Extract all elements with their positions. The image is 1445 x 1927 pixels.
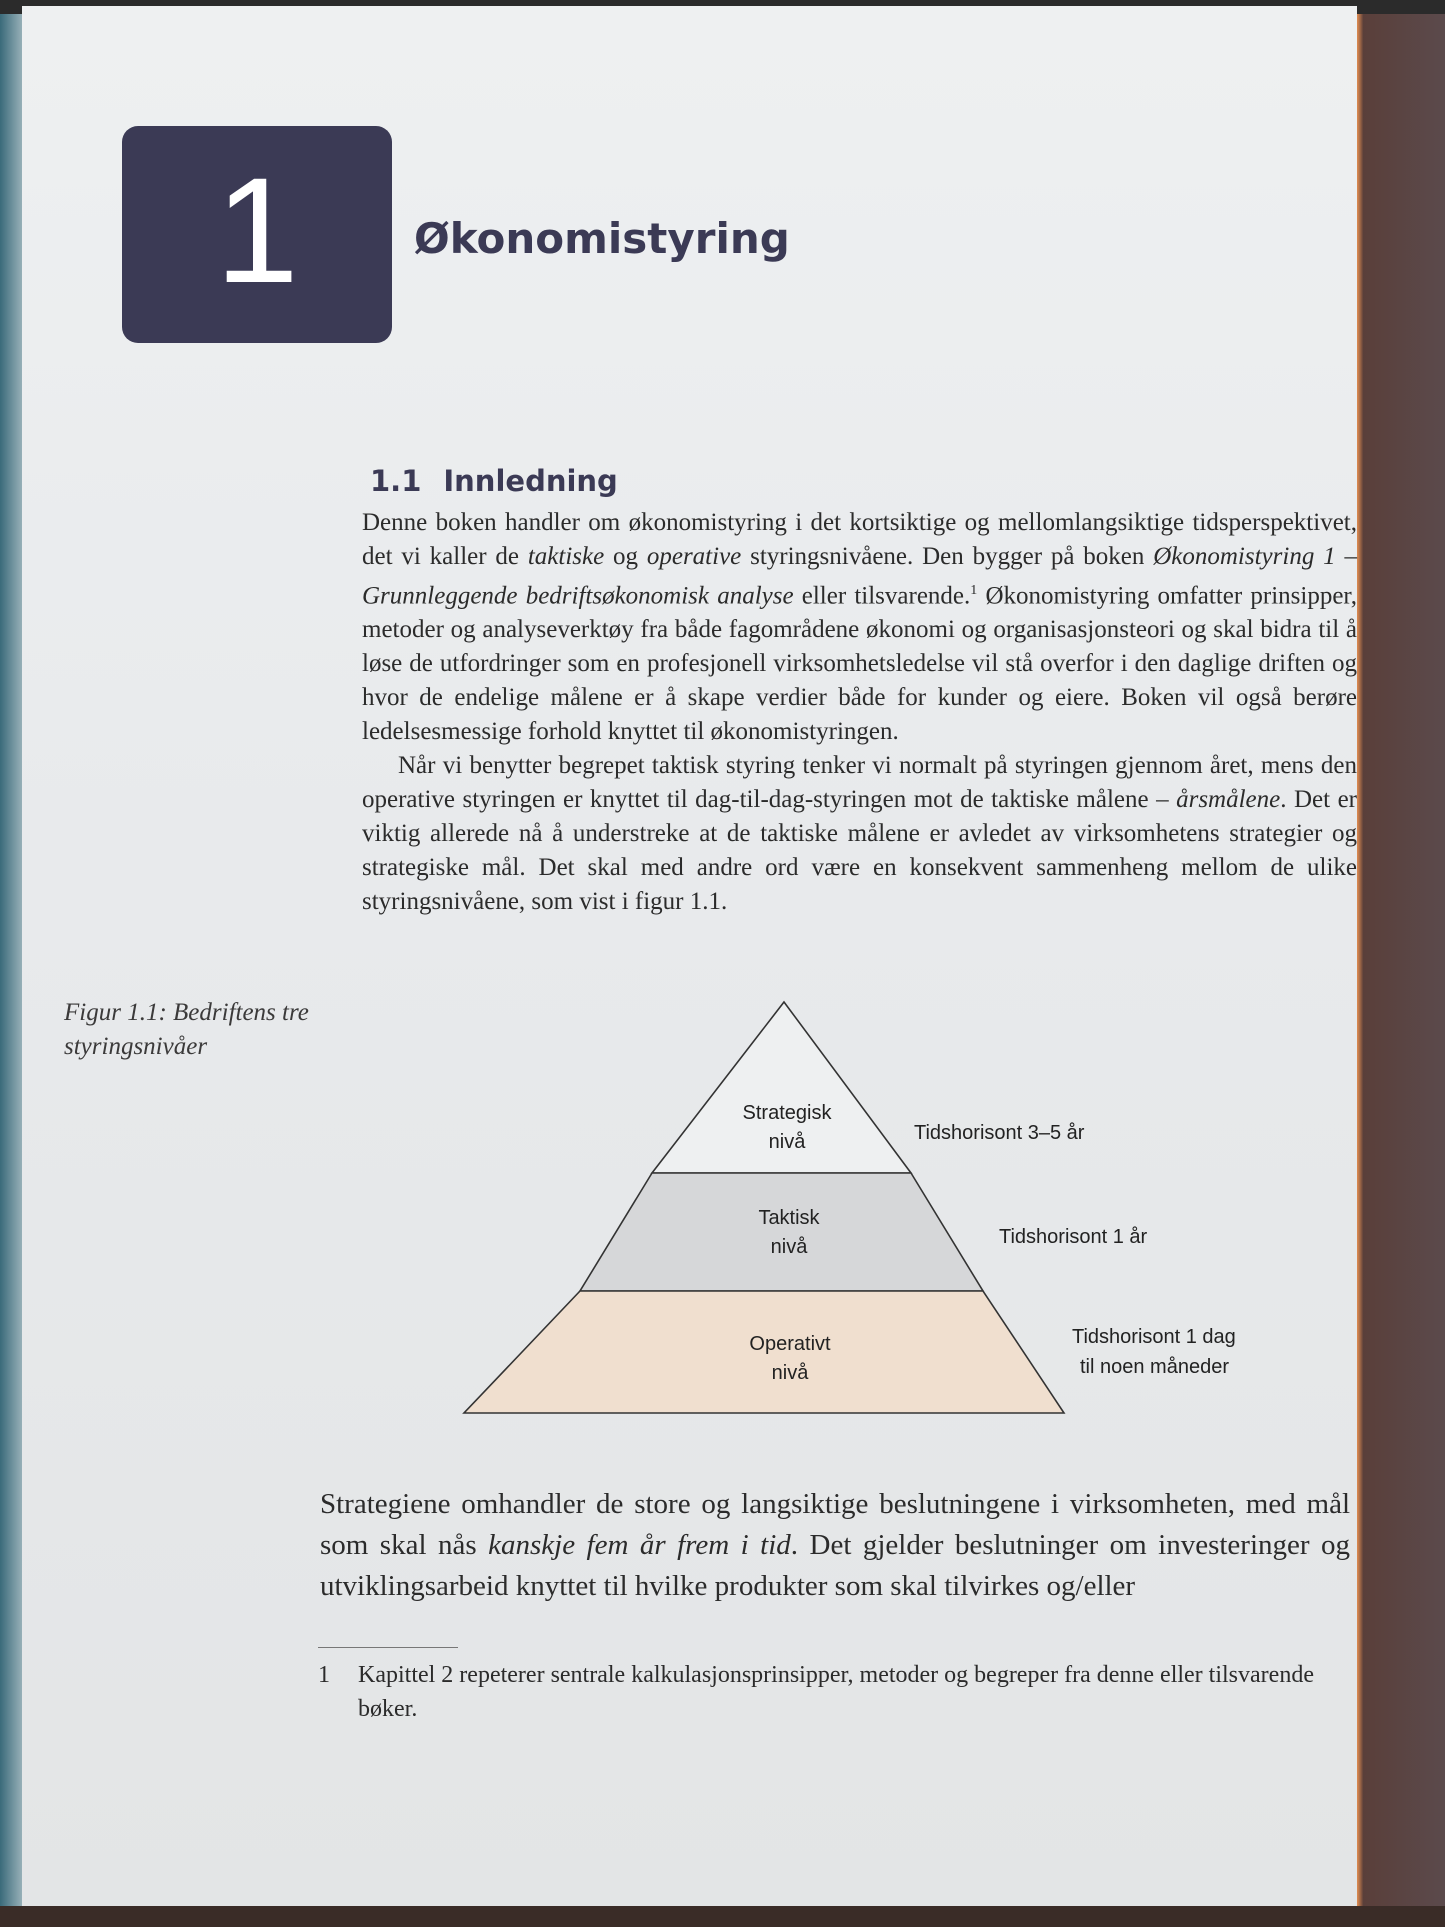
- level-label-strategic: Strategisk: [742, 1102, 832, 1124]
- pyramid-level-tactical: [580, 1173, 983, 1291]
- paragraph-1: [362, 506, 1357, 749]
- horizon-label-strategic: Tidshorisont 3–5 år: [914, 1122, 1085, 1144]
- section-heading: [370, 464, 618, 498]
- paragraph-text: Økonomistyring omfatter prinsipper, metoder og analyseverktøy fra både fagområdene økonomi og organisasjonsteori og skal bidra til å løse de utfordringer som en profesjonell virksomhetsledelse vil stå overfor i den daglige driften og hvor de endelige målene er å skape verdier både for kunder og eiere. Boken vil også berøre ledelsesmessige forhold knyttet til økonomistyringen.: [362, 582, 1357, 746]
- level-label-operative: Operativt: [749, 1333, 831, 1355]
- pyramid-diagram: [422, 981, 1282, 1431]
- section-number: 1.1: [370, 464, 422, 498]
- horizon-label-tactical: Tidshorisont 1 år: [999, 1226, 1148, 1248]
- footnote-number: 1: [318, 1662, 330, 1688]
- chapter-number: 1: [215, 145, 299, 314]
- horizon-label-operative-2: til noen måneder: [1080, 1356, 1229, 1378]
- book-bottom-edge: [0, 1906, 1445, 1927]
- footnote: [318, 1658, 1358, 1726]
- emphasis-text: taktiske: [527, 543, 605, 570]
- book-right-edge: [1350, 0, 1445, 1927]
- paragraph-text: eller tilsvarende.: [793, 582, 971, 610]
- emphasis-text: årsmålene: [1176, 786, 1281, 814]
- level-label-strategic-2: nivå: [768, 1131, 806, 1153]
- paragraph-text: Denne boken handler om økonomistyring i det kortsiktige og mellomlangsiktige tidsperspektivet, det vi kaller de: [362, 509, 1357, 570]
- level-label-operative-2: nivå: [771, 1362, 809, 1384]
- chapter-title: Økonomistyring: [414, 214, 790, 263]
- level-label-tactical: Taktisk: [758, 1207, 820, 1229]
- section-title: Innledning: [443, 464, 618, 498]
- paragraph-text: . Det er viktig allerede nå å understreke at de taktiske målene er avledet av virksomhetens strategier og strategiske mål. Det skal med andre ord være en konsekvent sammenheng mellom de ulike styringsnivåene, som vist i figur 1.1.: [362, 786, 1357, 916]
- chapter-number-box: [122, 126, 392, 343]
- book-page: [22, 6, 1357, 1906]
- footnote-text: Kapittel 2 repeterer sentrale kalkulasjonsprinsipper, metoder og begreper fra denne eller tilsvarende bøker.: [358, 1662, 1314, 1722]
- paragraph-text: . Det gjelder beslutninger om investeringer og utviklingsarbeid knyttet til hvilke produkter som skal tilvirkes og/eller: [320, 1529, 1351, 1602]
- emphasis-text: kanskje fem år frem i tid: [488, 1529, 791, 1561]
- book-title-emphasis: Økonomistyring 1 – Grunnleggende bedriftsøkonomisk analyse: [362, 543, 1357, 610]
- figure-caption: Figur 1.1: Bedriftens tre styringsnivåer: [64, 999, 309, 1060]
- footnote-divider: [318, 1647, 458, 1648]
- level-label-tactical-2: nivå: [770, 1236, 808, 1258]
- paragraph-text: Strategiene omhandler de store og langsiktige beslutningene i virksomheten, med mål som skal nås: [320, 1488, 1350, 1561]
- paragraph-text: og: [604, 543, 647, 570]
- paragraph-text: Når vi benytter begrepet taktisk styring tenker vi normalt på styringen gjennom året, mens den operative styringen er knyttet til dag-til-dag-styringen mot de taktiske målene –: [362, 752, 1357, 814]
- book-left-edge: [0, 0, 24, 1927]
- footnote-reference[interactable]: 1: [970, 583, 978, 598]
- paragraph-2: [362, 749, 1357, 919]
- emphasis-text: operative: [646, 543, 742, 570]
- pyramid-figure: [422, 981, 1282, 1431]
- body-text: [362, 506, 1357, 919]
- horizon-label-operative: Tidshorisont 1 dag: [1072, 1326, 1236, 1348]
- paragraph-3: [320, 1484, 1350, 1607]
- paragraph-text: styringsnivåene. Den bygger på boken: [741, 543, 1154, 570]
